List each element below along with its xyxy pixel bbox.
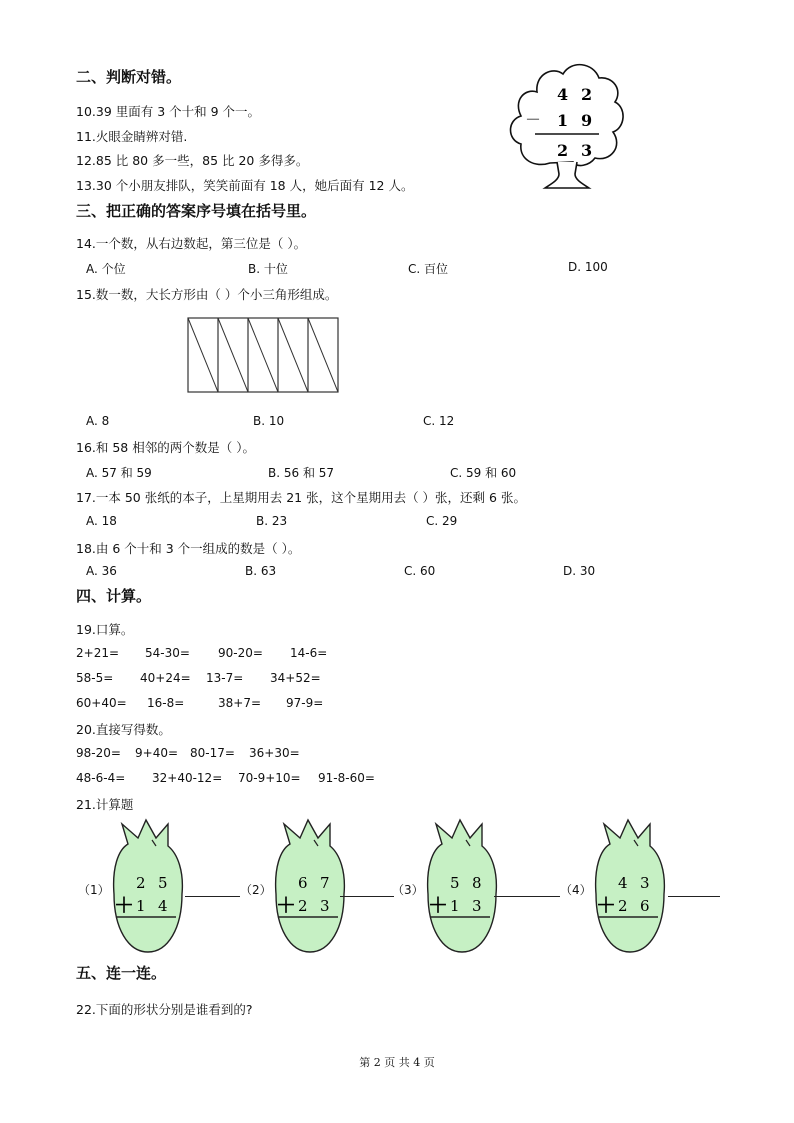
q21-bottom-digit-2: 6: [640, 897, 650, 915]
leaf-outline: [596, 820, 665, 952]
q21-top-digit-1: 2: [136, 874, 146, 892]
q19-expr: 60+40=: [76, 696, 127, 710]
tree-subtraction-figure: [505, 48, 625, 198]
q21-bottom-digit-2: 3: [320, 897, 330, 915]
q21-top-digit-2: 3: [640, 874, 650, 892]
q21-top-digit-2: 7: [320, 874, 330, 892]
section-2-title: 二、判断对错。: [76, 68, 182, 86]
q20-expr: 36+30=: [249, 746, 300, 760]
tree-bottom-digit-2: 3: [581, 141, 593, 160]
section-4-title: 四、计算。: [76, 587, 152, 605]
q21-item-label: （4）: [560, 883, 592, 897]
q20-expr: 80-17=: [190, 746, 235, 760]
tree-minus-sign: －: [525, 110, 542, 129]
q21-top-digit-2: 5: [158, 874, 168, 892]
q17-option-a: A. 18: [86, 514, 117, 528]
q19-expr: 13-7=: [206, 671, 244, 685]
q18-option-c: C. 60: [404, 564, 436, 578]
q20-expr: 98-20=: [76, 746, 121, 760]
q21-item-label: （2）: [240, 883, 272, 897]
q17-option-c: C. 29: [426, 514, 458, 528]
leaf-outline: [276, 820, 345, 952]
q21-top-digit-2: 8: [472, 874, 482, 892]
q14-option-b: B. 十位: [248, 262, 288, 276]
q21-item-label: （3）: [392, 883, 424, 897]
q21-top-digit-1: 5: [450, 874, 460, 892]
plus-sign: ＋: [596, 893, 616, 917]
q21-bottom-digit-1: 1: [136, 897, 146, 915]
question-20: 20.直接写得数。: [76, 722, 171, 737]
q18-option-a: A. 36: [86, 564, 117, 578]
section-3-title: 三、把正确的答案序号填在括号里。: [76, 202, 317, 220]
q19-expr: 58-5=: [76, 671, 114, 685]
answer-line: [494, 896, 560, 897]
q20-expr: 32+40-12=: [152, 771, 223, 785]
q21-item-3: [392, 818, 504, 956]
q18-option-d: D. 30: [563, 564, 596, 578]
answer-line: [185, 896, 240, 897]
q21-item-1: [78, 818, 190, 956]
q20-expr: 91-8-60=: [318, 771, 375, 785]
q19-expr: 14-6=: [290, 646, 328, 660]
question-18: 18.由 6 个十和 3 个一组成的数是（ ）。: [76, 541, 301, 556]
tree-top-digit-1: 4: [557, 85, 569, 104]
q21-bottom-digit-1: 2: [618, 897, 628, 915]
plus-sign: ＋: [114, 893, 134, 917]
q21-item-label: （1）: [78, 883, 110, 897]
question-14: 14.一个数，从右边数起，第三位是（ ）。: [76, 236, 307, 251]
section-5-title: 五、连一连。: [76, 964, 167, 982]
answer-line: [668, 896, 720, 897]
q19-expr: 34+52=: [270, 671, 321, 685]
q15-option-c: C. 12: [423, 414, 455, 428]
q21-bottom-digit-1: 2: [298, 897, 308, 915]
tree-bottom-digit-1: 2: [557, 141, 569, 160]
tree-mid-digit-2: 9: [581, 111, 593, 130]
q19-expr: 38+7=: [218, 696, 262, 710]
leaf-shape: [106, 818, 190, 956]
q19-expr: 16-8=: [147, 696, 185, 710]
q19-expr: 90-20=: [218, 646, 263, 660]
q21-top-digit-1: 6: [298, 874, 308, 892]
q21-bottom-digit-2: 3: [472, 897, 482, 915]
q19-expr: 40+24=: [140, 671, 191, 685]
q21-top-digit-1: 4: [618, 874, 628, 892]
q21-bottom-digit-1: 1: [450, 897, 460, 915]
q18-option-b: B. 63: [245, 564, 277, 578]
answer-line: [340, 896, 394, 897]
question-22: 22.下面的形状分别是谁看到的?: [76, 1002, 253, 1017]
leaf-outline: [114, 820, 183, 952]
q19-expr: 54-30=: [145, 646, 190, 660]
q21-bottom-digit-2: 4: [158, 897, 168, 915]
q16-option-c: C. 59 和 60: [450, 466, 517, 480]
leaf-shape: [268, 818, 352, 956]
q21-item-2: [240, 818, 352, 956]
q20-expr: 48-6-4=: [76, 771, 126, 785]
q19-expr: 97-9=: [286, 696, 324, 710]
page-footer: 第 2 页 共 4 页: [359, 1056, 435, 1069]
q21-item-4: [560, 818, 672, 956]
tree-top-digit-2: 2: [581, 85, 593, 104]
tree-mid-digit-1: 1: [557, 111, 569, 130]
leaf-shape: [420, 818, 504, 956]
question-12: 12.85 比 80 多一些，85 比 20 多得多。: [76, 153, 309, 168]
question-11: 11.火眼金睛辨对错.: [76, 129, 188, 144]
question-17: 17.一本 50 张纸的本子，上星期用去 21 张，这个星期用去（ ）张，还剩 6 张。: [76, 490, 526, 505]
q14-option-c: C. 百位: [408, 262, 449, 276]
q19-expr: 2+21=: [76, 646, 120, 660]
question-13: 13.30 个小朋友排队，笑笑前面有 18 人，她后面有 12 人。: [76, 178, 414, 193]
rectangle-triangles-figure: [186, 316, 342, 396]
question-19: 19.口算。: [76, 622, 134, 637]
q15-option-b: B. 10: [253, 414, 285, 428]
q17-option-b: B. 23: [256, 514, 288, 528]
plus-sign: ＋: [276, 893, 296, 917]
q16-option-a: A. 57 和 59: [86, 466, 152, 480]
q14-option-d: D. 100: [568, 260, 608, 274]
question-10: 10.39 里面有 3 个十和 9 个一。: [76, 104, 261, 119]
plus-sign: ＋: [428, 893, 448, 917]
leaf-outline: [428, 820, 497, 952]
q20-expr: 70-9+10=: [238, 771, 301, 785]
q15-option-a: A. 8: [86, 414, 110, 428]
q14-option-a: A. 个位: [86, 262, 126, 276]
question-21: 21.计算题: [76, 797, 134, 812]
question-15: 15.数一数，大长方形由（ ）个小三角形组成。: [76, 287, 338, 302]
question-16: 16.和 58 相邻的两个数是（ ）。: [76, 440, 255, 455]
q16-option-b: B. 56 和 57: [268, 466, 335, 480]
q20-expr: 9+40=: [135, 746, 179, 760]
leaf-shape: [588, 818, 672, 956]
